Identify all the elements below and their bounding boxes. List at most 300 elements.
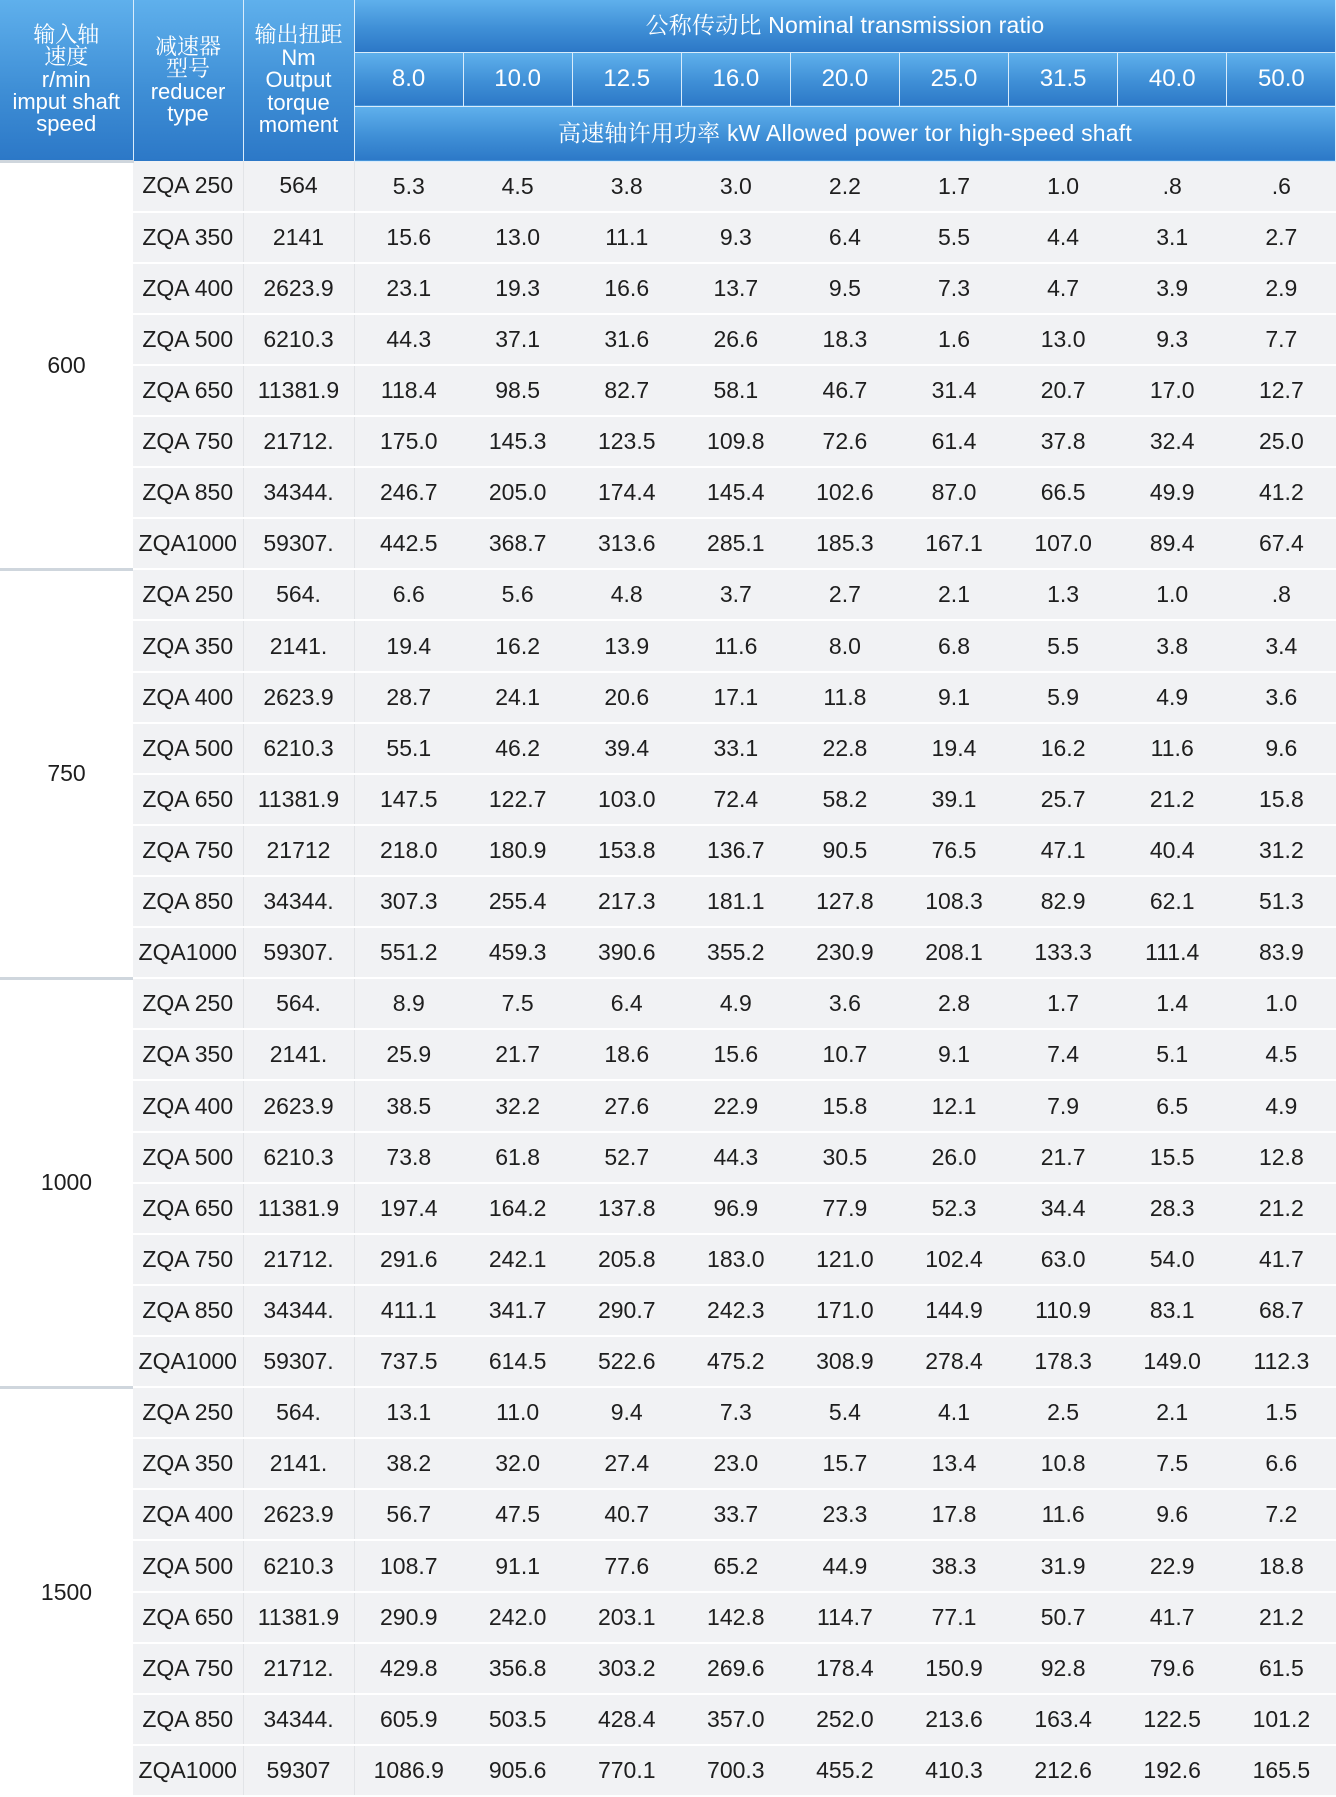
power-value-cell: 242.1 — [463, 1234, 572, 1285]
power-value-cell: 39.1 — [899, 774, 1008, 825]
power-value-cell: 98.5 — [463, 365, 572, 416]
reducer-type-cell: ZQA 250 — [133, 161, 243, 212]
power-value-cell: 174.4 — [572, 467, 681, 518]
power-value-cell: 2.9 — [1227, 263, 1336, 314]
power-value-cell: 72.6 — [790, 416, 899, 467]
torque-cell: 2141. — [243, 620, 354, 671]
power-value-cell: 26.6 — [681, 314, 790, 365]
power-value-cell: 67.4 — [1227, 518, 1336, 569]
table-row — [0, 1336, 1336, 1387]
power-value-cell: 4.4 — [1009, 212, 1118, 263]
power-value-cell: 17.1 — [681, 672, 790, 723]
power-value-cell: 9.4 — [572, 1387, 681, 1438]
ratio-header-cell: 20.0 — [790, 52, 899, 106]
power-value-cell: 102.6 — [790, 467, 899, 518]
power-value-cell: 242.3 — [681, 1285, 790, 1336]
power-value-cell: 213.6 — [899, 1694, 1008, 1745]
power-value-cell: 5.4 — [790, 1387, 899, 1438]
power-value-cell: 6.5 — [1118, 1080, 1227, 1131]
reducer-type-cell: ZQA1000 — [133, 1745, 243, 1796]
reducer-type-cell: ZQA 350 — [133, 212, 243, 263]
reducer-type-cell: ZQA 350 — [133, 1438, 243, 1489]
power-value-cell: 89.4 — [1118, 518, 1227, 569]
power-value-cell: 34.4 — [1009, 1183, 1118, 1234]
power-value-cell: 61.8 — [463, 1132, 572, 1183]
power-value-cell: 3.4 — [1227, 620, 1336, 671]
power-value-cell: 16.6 — [572, 263, 681, 314]
torque-cell: 564. — [243, 569, 354, 620]
power-value-cell: 2.2 — [790, 161, 899, 212]
torque-cell: 34344. — [243, 876, 354, 927]
power-value-cell: 15.8 — [1227, 774, 1336, 825]
power-value-cell: 7.7 — [1227, 314, 1336, 365]
ratio-banner: 公称传动比 Nominal transmission ratio — [354, 0, 1336, 52]
reducer-type-cell: ZQA 500 — [133, 1540, 243, 1591]
power-value-cell: 4.9 — [1227, 1080, 1336, 1131]
table-row — [0, 1592, 1336, 1643]
power-value-cell: 27.4 — [572, 1438, 681, 1489]
power-value-cell: 17.8 — [899, 1489, 1008, 1540]
table-row — [0, 1745, 1336, 1796]
power-value-cell: 83.9 — [1227, 927, 1336, 978]
power-value-cell: 163.4 — [1009, 1694, 1118, 1745]
power-value-cell: 3.9 — [1118, 263, 1227, 314]
power-value-cell: 178.3 — [1009, 1336, 1118, 1387]
power-value-cell: 7.3 — [899, 263, 1008, 314]
torque-cell: 11381.9 — [243, 774, 354, 825]
power-value-cell: 63.0 — [1009, 1234, 1118, 1285]
reducer-type-cell: ZQA 350 — [133, 1029, 243, 1080]
torque-cell: 34344. — [243, 1694, 354, 1745]
torque-cell: 11381.9 — [243, 1183, 354, 1234]
power-value-cell: 118.4 — [354, 365, 463, 416]
power-value-cell: 246.7 — [354, 467, 463, 518]
reducer-type-cell: ZQA 650 — [133, 1592, 243, 1643]
power-value-cell: 15.6 — [681, 1029, 790, 1080]
power-value-cell: 1.4 — [1118, 978, 1227, 1029]
power-value-cell: 137.8 — [572, 1183, 681, 1234]
torque-cell: 59307. — [243, 518, 354, 569]
power-value-cell: 13.4 — [899, 1438, 1008, 1489]
power-value-cell: 121.0 — [790, 1234, 899, 1285]
torque-cell: 34344. — [243, 1285, 354, 1336]
power-value-cell: 2.8 — [899, 978, 1008, 1029]
power-value-cell: 13.0 — [463, 212, 572, 263]
power-value-cell: 278.4 — [899, 1336, 1008, 1387]
reducer-type-cell: ZQA 500 — [133, 1132, 243, 1183]
power-value-cell: 11.8 — [790, 672, 899, 723]
power-value-cell: 39.4 — [572, 723, 681, 774]
table-row — [0, 263, 1336, 314]
reducer-type-cell: ZQA 850 — [133, 467, 243, 518]
power-value-cell: 1.0 — [1227, 978, 1336, 1029]
table-row — [0, 1285, 1336, 1336]
power-value-cell: 10.7 — [790, 1029, 899, 1080]
power-value-cell: 11.6 — [1118, 723, 1227, 774]
power-value-cell: 230.9 — [790, 927, 899, 978]
power-value-cell: 9.6 — [1118, 1489, 1227, 1540]
torque-cell: 2623.9 — [243, 672, 354, 723]
power-value-cell: 107.0 — [1009, 518, 1118, 569]
power-value-cell: 205.8 — [572, 1234, 681, 1285]
power-value-cell: 111.4 — [1118, 927, 1227, 978]
power-value-cell: 368.7 — [463, 518, 572, 569]
power-value-cell: 13.0 — [1009, 314, 1118, 365]
power-value-cell: 68.7 — [1227, 1285, 1336, 1336]
power-value-cell: 33.1 — [681, 723, 790, 774]
ratio-header-cell: 25.0 — [899, 52, 1008, 106]
reducer-type-cell: ZQA 750 — [133, 416, 243, 467]
power-value-cell: 58.1 — [681, 365, 790, 416]
type-column-header — [133, 0, 243, 161]
power-value-cell: 303.2 — [572, 1643, 681, 1694]
torque-cell: 564. — [243, 978, 354, 1029]
torque-cell: 59307. — [243, 927, 354, 978]
reducer-type-cell: ZQA 650 — [133, 774, 243, 825]
power-value-cell: 24.1 — [463, 672, 572, 723]
power-value-cell: 10.8 — [1009, 1438, 1118, 1489]
power-value-cell: 7.4 — [1009, 1029, 1118, 1080]
power-value-cell: 8.0 — [790, 620, 899, 671]
power-value-cell: 77.9 — [790, 1183, 899, 1234]
reducer-type-cell: ZQA 500 — [133, 723, 243, 774]
reducer-type-cell: ZQA 750 — [133, 1234, 243, 1285]
power-value-cell: 56.7 — [354, 1489, 463, 1540]
power-value-cell: 27.6 — [572, 1080, 681, 1131]
torque-cell: 564. — [243, 1387, 354, 1438]
power-value-cell: 22.9 — [681, 1080, 790, 1131]
torque-cell: 11381.9 — [243, 1592, 354, 1643]
power-value-cell: 28.7 — [354, 672, 463, 723]
power-value-cell: 164.2 — [463, 1183, 572, 1234]
power-value-cell: 83.1 — [1118, 1285, 1227, 1336]
table-row — [0, 314, 1336, 365]
power-value-cell: 4.1 — [899, 1387, 1008, 1438]
speed-column-header — [0, 0, 133, 161]
power-value-cell: 291.6 — [354, 1234, 463, 1285]
power-value-cell: 17.0 — [1118, 365, 1227, 416]
power-value-cell: 4.7 — [1009, 263, 1118, 314]
power-value-cell: 51.3 — [1227, 876, 1336, 927]
power-value-cell: 66.5 — [1009, 467, 1118, 518]
power-value-cell: 142.8 — [681, 1592, 790, 1643]
power-value-cell: 357.0 — [681, 1694, 790, 1745]
table-row — [0, 1132, 1336, 1183]
power-value-cell: 109.8 — [681, 416, 790, 467]
power-value-cell: 123.5 — [572, 416, 681, 467]
power-value-cell: 3.8 — [572, 161, 681, 212]
power-value-cell: 91.1 — [463, 1540, 572, 1591]
power-value-cell: 165.5 — [1227, 1745, 1336, 1796]
power-value-cell: 41.7 — [1227, 1234, 1336, 1285]
power-value-cell: 3.6 — [1227, 672, 1336, 723]
power-value-cell: 82.7 — [572, 365, 681, 416]
power-value-cell: 192.6 — [1118, 1745, 1227, 1796]
power-value-cell: 112.3 — [1227, 1336, 1336, 1387]
table-row — [0, 1183, 1336, 1234]
power-value-cell: 145.4 — [681, 467, 790, 518]
ratio-header-cell: 40.0 — [1118, 52, 1227, 106]
power-value-cell: 101.2 — [1227, 1694, 1336, 1745]
power-value-cell: 44.9 — [790, 1540, 899, 1591]
table-row — [0, 416, 1336, 467]
power-value-cell: 770.1 — [572, 1745, 681, 1796]
power-value-cell: 149.0 — [1118, 1336, 1227, 1387]
power-value-cell: 90.5 — [790, 825, 899, 876]
power-value-cell: 21.7 — [463, 1029, 572, 1080]
power-value-cell: 23.1 — [354, 263, 463, 314]
power-value-cell: 3.7 — [681, 569, 790, 620]
table-row — [0, 1029, 1336, 1080]
power-value-cell: 46.7 — [790, 365, 899, 416]
speed-header-unit: r/min — [41, 66, 91, 92]
power-value-cell: 31.9 — [1009, 1540, 1118, 1591]
reducer-type-cell: ZQA 750 — [133, 1643, 243, 1694]
power-value-cell: 356.8 — [463, 1643, 572, 1694]
power-value-cell: 31.4 — [899, 365, 1008, 416]
power-value-cell: 96.9 — [681, 1183, 790, 1234]
power-value-cell: 217.3 — [572, 876, 681, 927]
power-value-cell: 9.6 — [1227, 723, 1336, 774]
power-value-cell: 52.3 — [899, 1183, 1008, 1234]
table-row — [0, 978, 1336, 1029]
power-value-cell: 255.4 — [463, 876, 572, 927]
torque-cell: 2141. — [243, 1438, 354, 1489]
torque-cell: 2623.9 — [243, 1080, 354, 1131]
power-value-cell: 290.7 — [572, 1285, 681, 1336]
power-value-cell: 15.8 — [790, 1080, 899, 1131]
power-value-cell: 208.1 — [899, 927, 1008, 978]
power-value-cell: 252.0 — [790, 1694, 899, 1745]
power-value-cell: 1.6 — [899, 314, 1008, 365]
power-value-cell: 23.3 — [790, 1489, 899, 1540]
power-value-cell: 82.9 — [1009, 876, 1118, 927]
power-value-cell: 355.2 — [681, 927, 790, 978]
power-value-cell: 4.5 — [463, 161, 572, 212]
reducer-type-cell: ZQA 400 — [133, 1489, 243, 1540]
torque-header-en-3: moment — [258, 112, 339, 138]
table-row — [0, 1694, 1336, 1745]
power-value-cell: 110.9 — [1009, 1285, 1118, 1336]
power-value-cell: 218.0 — [354, 825, 463, 876]
power-value-cell: 522.6 — [572, 1336, 681, 1387]
power-value-cell: 108.7 — [354, 1540, 463, 1591]
table-row — [0, 927, 1336, 978]
power-value-cell: 77.1 — [899, 1592, 1008, 1643]
power-value-cell: 6.6 — [1227, 1438, 1336, 1489]
power-value-cell: 21.2 — [1118, 774, 1227, 825]
power-value-cell: 79.6 — [1118, 1643, 1227, 1694]
power-value-cell: 77.6 — [572, 1540, 681, 1591]
torque-cell: 2141. — [243, 1029, 354, 1080]
table-row — [0, 365, 1336, 416]
torque-cell: 2623.9 — [243, 263, 354, 314]
power-value-cell: 205.0 — [463, 467, 572, 518]
power-value-cell: 73.8 — [354, 1132, 463, 1183]
power-value-cell: 9.3 — [681, 212, 790, 263]
power-value-cell: 12.7 — [1227, 365, 1336, 416]
power-value-cell: 1086.9 — [354, 1745, 463, 1796]
power-value-cell: 47.1 — [1009, 825, 1118, 876]
power-value-cell: 41.2 — [1227, 467, 1336, 518]
power-value-cell: 58.2 — [790, 774, 899, 825]
power-value-cell: 11.0 — [463, 1387, 572, 1438]
power-value-cell: 55.1 — [354, 723, 463, 774]
power-value-cell: 455.2 — [790, 1745, 899, 1796]
power-value-cell: 2.1 — [899, 569, 1008, 620]
torque-cell: 21712. — [243, 1234, 354, 1285]
power-value-cell: 114.7 — [790, 1592, 899, 1643]
power-value-cell: 285.1 — [681, 518, 790, 569]
power-value-cell: 307.3 — [354, 876, 463, 927]
torque-cell: 21712. — [243, 416, 354, 467]
power-value-cell: 5.5 — [899, 212, 1008, 263]
power-value-cell: 1.7 — [1009, 978, 1118, 1029]
reducer-type-cell: ZQA1000 — [133, 1336, 243, 1387]
table-row — [0, 876, 1336, 927]
reducer-type-cell: ZQA 250 — [133, 1387, 243, 1438]
power-value-cell: 3.6 — [790, 978, 899, 1029]
power-value-cell: 136.7 — [681, 825, 790, 876]
torque-header-en-1: Output — [265, 67, 332, 93]
torque-column-header — [243, 0, 354, 161]
reducer-type-cell: ZQA 500 — [133, 314, 243, 365]
ratio-header-cell: 12.5 — [572, 52, 681, 106]
power-value-cell: 269.6 — [681, 1643, 790, 1694]
power-value-cell: 13.9 — [572, 620, 681, 671]
reducer-type-cell: ZQA 400 — [133, 672, 243, 723]
power-value-cell: 20.7 — [1009, 365, 1118, 416]
power-value-cell: 26.0 — [899, 1132, 1008, 1183]
power-value-cell: .8 — [1118, 161, 1227, 212]
reducer-type-cell: ZQA 250 — [133, 569, 243, 620]
power-value-cell: 9.5 — [790, 263, 899, 314]
power-value-cell: 30.5 — [790, 1132, 899, 1183]
power-value-cell: 181.1 — [681, 876, 790, 927]
power-value-cell: 33.7 — [681, 1489, 790, 1540]
torque-cell: 6210.3 — [243, 314, 354, 365]
speed-group-cell: 750 — [0, 569, 133, 978]
power-value-cell: 25.0 — [1227, 416, 1336, 467]
reducer-type-cell: ZQA1000 — [133, 927, 243, 978]
ratio-header-cell: 50.0 — [1227, 52, 1336, 106]
power-value-cell: 175.0 — [354, 416, 463, 467]
power-value-cell: 212.6 — [1009, 1745, 1118, 1796]
ratio-header-cell: 10.0 — [463, 52, 572, 106]
power-value-cell: 6.4 — [790, 212, 899, 263]
power-value-cell: 171.0 — [790, 1285, 899, 1336]
table-row — [0, 161, 1336, 212]
torque-cell: 2141 — [243, 212, 354, 263]
torque-header-unit: Nm — [281, 44, 316, 70]
power-value-cell: 18.6 — [572, 1029, 681, 1080]
torque-cell: 34344. — [243, 467, 354, 518]
power-value-cell: 5.9 — [1009, 672, 1118, 723]
power-value-cell: 87.0 — [899, 467, 1008, 518]
torque-cell: 564 — [243, 161, 354, 212]
type-header-cn-1: 减速器 — [154, 33, 221, 59]
power-value-cell: 44.3 — [354, 314, 463, 365]
table-body — [0, 161, 1336, 1796]
power-value-cell: 9.1 — [899, 672, 1008, 723]
type-header-cn-2: 型号 — [165, 56, 210, 82]
power-value-cell: 72.4 — [681, 774, 790, 825]
torque-cell: 11381.9 — [243, 365, 354, 416]
power-value-cell: 44.3 — [681, 1132, 790, 1183]
power-value-cell: 22.9 — [1118, 1540, 1227, 1591]
power-value-cell: 11.6 — [681, 620, 790, 671]
power-value-cell: 92.8 — [1009, 1643, 1118, 1694]
power-value-cell: 5.5 — [1009, 620, 1118, 671]
power-value-cell: 133.3 — [1009, 927, 1118, 978]
power-value-cell: 313.6 — [572, 518, 681, 569]
power-value-cell: .6 — [1227, 161, 1336, 212]
power-value-cell: 9.3 — [1118, 314, 1227, 365]
power-value-cell: 605.9 — [354, 1694, 463, 1745]
power-value-cell: 7.2 — [1227, 1489, 1336, 1540]
power-value-cell: 3.0 — [681, 161, 790, 212]
speed-header-cn-1: 输入轴 — [33, 21, 100, 47]
power-value-cell: 1.5 — [1227, 1387, 1336, 1438]
power-value-cell: 428.4 — [572, 1694, 681, 1745]
power-value-cell: 2.1 — [1118, 1387, 1227, 1438]
power-value-cell: 390.6 — [572, 927, 681, 978]
power-value-cell: 144.9 — [899, 1285, 1008, 1336]
torque-cell: 21712. — [243, 1643, 354, 1694]
table-row — [0, 672, 1336, 723]
power-value-cell: 459.3 — [463, 927, 572, 978]
power-value-cell: 178.4 — [790, 1643, 899, 1694]
reducer-type-cell: ZQA 250 — [133, 978, 243, 1029]
table-row — [0, 569, 1336, 620]
type-header-en-2: type — [167, 100, 209, 126]
power-value-cell: 197.4 — [354, 1183, 463, 1234]
torque-cell: 6210.3 — [243, 1540, 354, 1591]
power-value-cell: 21.7 — [1009, 1132, 1118, 1183]
power-value-cell: 341.7 — [463, 1285, 572, 1336]
power-value-cell: 614.5 — [463, 1336, 572, 1387]
table-row — [0, 1540, 1336, 1591]
reducer-type-cell: ZQA 850 — [133, 1285, 243, 1336]
power-value-cell: 475.2 — [681, 1336, 790, 1387]
table-row — [0, 1234, 1336, 1285]
power-value-cell: 503.5 — [463, 1694, 572, 1745]
power-value-cell: 47.5 — [463, 1489, 572, 1540]
speed-header-en-1: imput shaft — [12, 88, 121, 114]
table-row — [0, 467, 1336, 518]
power-value-cell: 31.6 — [572, 314, 681, 365]
power-value-cell: 52.7 — [572, 1132, 681, 1183]
power-value-cell: 150.9 — [899, 1643, 1008, 1694]
power-value-cell: 122.7 — [463, 774, 572, 825]
power-value-cell: 5.1 — [1118, 1029, 1227, 1080]
power-value-cell: 153.8 — [572, 825, 681, 876]
power-value-cell: 183.0 — [681, 1234, 790, 1285]
power-value-cell: 1.3 — [1009, 569, 1118, 620]
power-value-cell: 122.5 — [1118, 1694, 1227, 1745]
power-value-cell: 61.5 — [1227, 1643, 1336, 1694]
power-value-cell: 18.3 — [790, 314, 899, 365]
power-value-cell: 102.4 — [899, 1234, 1008, 1285]
power-value-cell: 21.2 — [1227, 1592, 1336, 1643]
table-row — [0, 825, 1336, 876]
power-value-cell: 62.1 — [1118, 876, 1227, 927]
power-value-cell: .8 — [1227, 569, 1336, 620]
power-value-cell: 1.0 — [1009, 161, 1118, 212]
power-value-cell: 19.4 — [899, 723, 1008, 774]
table-row — [0, 518, 1336, 569]
torque-cell: 21712 — [243, 825, 354, 876]
